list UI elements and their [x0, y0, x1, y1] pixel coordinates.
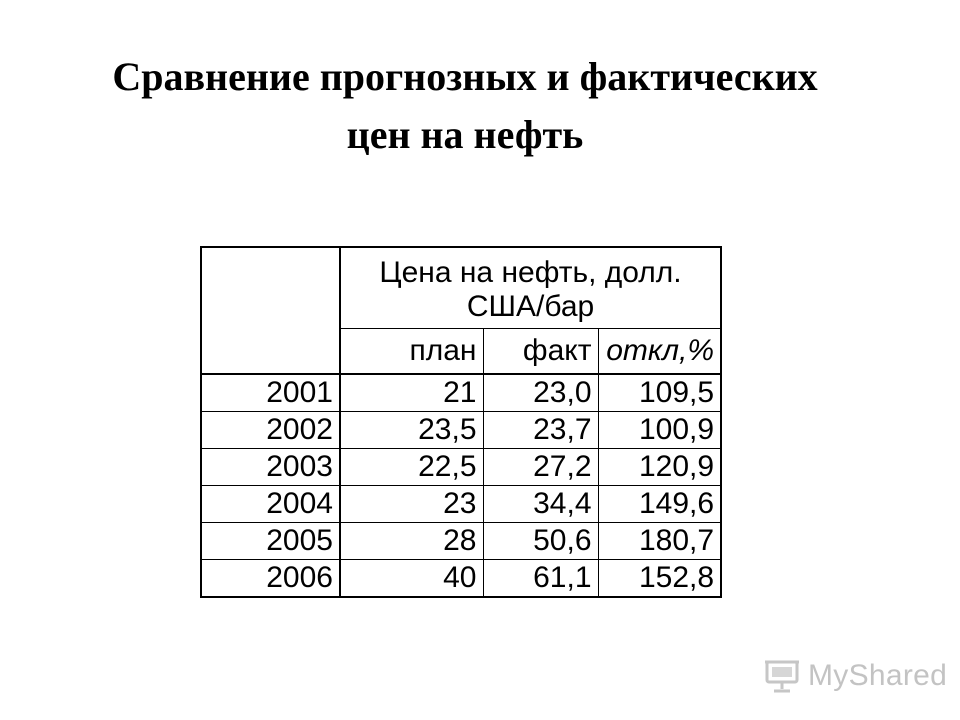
fact-cell: 27,2 [483, 449, 598, 486]
plan-cell: 23,5 [340, 412, 483, 449]
oil-price-table [200, 246, 722, 598]
deviation-cell: 149,6 [598, 486, 721, 523]
deviation-cell: 180,7 [598, 523, 721, 560]
price-group-header-line-1: Цена на нефть, долл. [379, 256, 682, 289]
year-cell: 2003 [201, 449, 340, 486]
slide-title-line-1: Сравнение прогнозных и фактических [112, 54, 818, 99]
fact-cell: 61,1 [483, 560, 598, 598]
plan-cell: 23 [340, 486, 483, 523]
fact-cell: 34,4 [483, 486, 598, 523]
oil-price-table-container [200, 246, 720, 597]
plan-cell: 40 [340, 560, 483, 598]
deviation-cell: 152,8 [598, 560, 721, 598]
column-header-plan: план [340, 329, 483, 375]
table-corner-cell [201, 247, 340, 374]
fact-cell: 23,0 [483, 374, 598, 412]
fact-cell: 23,7 [483, 412, 598, 449]
watermark-text: MyShared [808, 659, 948, 692]
slide-title [0, 48, 930, 164]
column-header-fact: факт [483, 329, 598, 375]
year-cell: 2001 [201, 374, 340, 412]
plan-cell: 21 [340, 374, 483, 412]
table-header-row [201, 247, 721, 329]
deviation-cell: 120,9 [598, 449, 721, 486]
year-cell: 2002 [201, 412, 340, 449]
table-row [201, 374, 721, 412]
table-row [201, 560, 721, 598]
myshared-watermark [762, 652, 947, 700]
fact-cell: 50,6 [483, 523, 598, 560]
table-row [201, 412, 721, 449]
year-cell: 2006 [201, 560, 340, 598]
table-row [201, 523, 721, 560]
year-cell: 2004 [201, 486, 340, 523]
column-header-deviation: откл,% [598, 329, 721, 375]
plan-cell: 28 [340, 523, 483, 560]
price-group-header-line-2: США/бар [466, 290, 595, 323]
plan-cell: 22,5 [340, 449, 483, 486]
deviation-cell: 100,9 [598, 412, 721, 449]
deviation-cell: 109,5 [598, 374, 721, 412]
price-group-header [340, 247, 721, 329]
presentation-board-icon [762, 656, 802, 696]
table-row [201, 486, 721, 523]
slide-title-line-2: цен на нефть [346, 112, 584, 157]
year-cell: 2005 [201, 523, 340, 560]
table-row [201, 449, 721, 486]
